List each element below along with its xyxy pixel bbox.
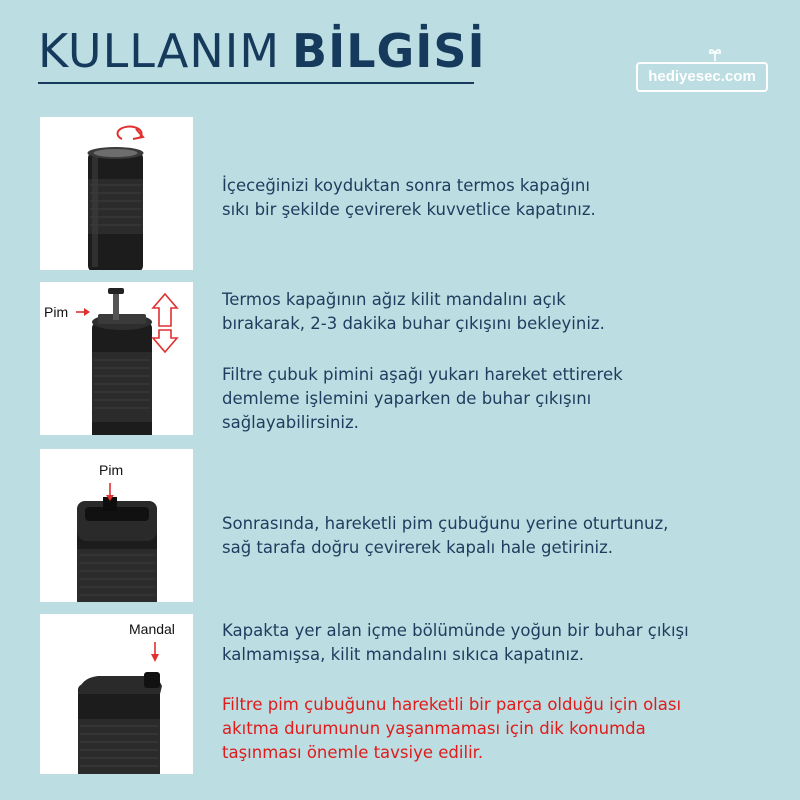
step-2b-line-3: sağlayabilirsiniz. (222, 413, 359, 432)
pin-label: Pim (44, 304, 69, 320)
step-2-image (40, 282, 193, 435)
step-4-line-2: kalmamışsa, kilit mandalını sıkıca kapatınız. (222, 645, 585, 664)
warning-line-2: akıtma durumunun yaşanmaması için dik konumda (222, 719, 646, 738)
step-3-line-1: Sonrasında, hareketli pim çubuğunu yerine oturtunuz, (222, 514, 669, 533)
title-light: KULLANIM (38, 24, 281, 78)
step-1-image (40, 117, 193, 270)
step-1-line-2: sıkı bir şekilde çevirerek kuvvetlice kapatınız. (222, 200, 596, 219)
latch-label: Mandal (129, 621, 175, 637)
step-4-text (222, 619, 762, 667)
rotate-arrow-icon (40, 117, 193, 270)
step-2b-line-1: Filtre çubuk pimini aşağı yukarı hareket ettirerek (222, 365, 623, 384)
step-2-line-2: bırakarak, 2-3 dakika buhar çıkışını bekleyiniz. (222, 314, 605, 333)
warning-line-3: taşınması önemle tavsiye edilir. (222, 743, 484, 762)
tumbler-latch-image (40, 614, 193, 774)
step-4-image (40, 614, 193, 774)
warning-text (222, 693, 762, 765)
title-bold: BİLGİSİ (292, 24, 486, 78)
step-3-image (40, 449, 193, 602)
page-title (38, 24, 486, 78)
step-4-line-1: Kapakta yer alan içme bölümünde yoğun bir buhar çıkışı (222, 621, 689, 640)
warning-line-1: Filtre pim çubuğunu hareketli bir parça olduğu için olası (222, 695, 682, 714)
step-3-line-2: sağ tarafa doğru çevirerek kapalı hale getiriniz. (222, 538, 614, 557)
pin-label-2: Pim (99, 462, 124, 478)
step-2-text (222, 288, 762, 336)
step-1-text (222, 174, 762, 222)
step-3-text (222, 512, 762, 560)
step-2b-text (222, 363, 762, 435)
brand-logo: hediyesec.com (636, 62, 768, 92)
title-underline (38, 82, 474, 84)
gift-icon (706, 48, 724, 62)
step-2b-line-2: demleme işlemini yaparken de buhar çıkışını (222, 389, 592, 408)
step-2-line-1: Termos kapağının ağız kilit mandalını açık (222, 290, 566, 309)
step-1-line-1: İçeceğinizi koyduktan sonra termos kapağını (222, 176, 590, 195)
